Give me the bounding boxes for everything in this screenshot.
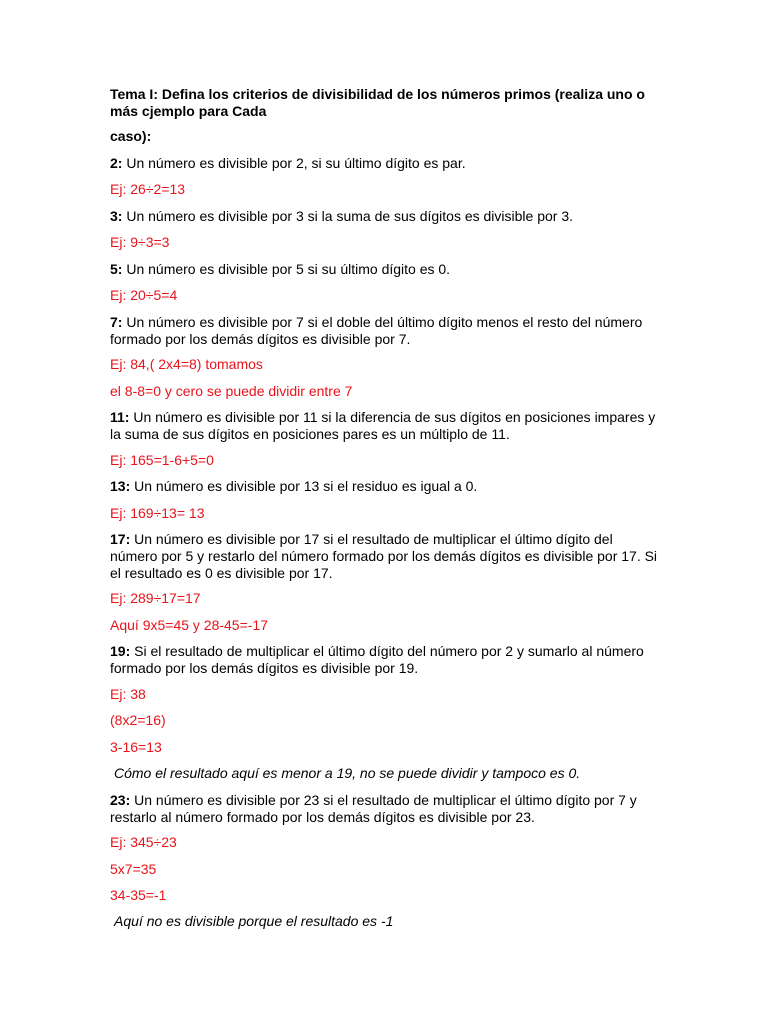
- criterion-number: 13:: [110, 478, 131, 494]
- criterion-text: Un número es divisible por 3 si la suma de sus dígitos es divisible por 3.: [122, 208, 574, 224]
- criterion-number: 7:: [110, 314, 123, 330]
- criterion-number: 11:: [110, 409, 130, 425]
- example-line: Ej: 9÷3=3: [110, 234, 170, 250]
- criterion-number: 5:: [110, 261, 123, 277]
- document-title: Tema I: Defina los criterios de divisibilidad de los números primos (realiza uno o más cjemplo para Cada: [110, 86, 645, 119]
- example-line: (8x2=16): [110, 712, 166, 728]
- criterion-number: 19:: [110, 643, 131, 659]
- example-line: Ej: 289÷17=17: [110, 590, 201, 606]
- example-line: Ej: 169÷13= 13: [110, 505, 205, 521]
- criterion-text: Un número es divisible por 2, si su último dígito es par.: [122, 155, 466, 171]
- criterion-number: 2:: [110, 155, 123, 171]
- criterion-17: [110, 531, 658, 582]
- example-line: 34-35=-1: [110, 887, 167, 903]
- criterion-7: [110, 314, 658, 348]
- criterion-text: Si el resultado de multiplicar el último dígito del número por 2 y sumarlo al número formado por los demás dígitos es divisible por 19.: [110, 643, 644, 676]
- criterion-number: 3:: [110, 208, 123, 224]
- criterion-13: [110, 478, 658, 495]
- example-line: Ej: 20÷5=4: [110, 287, 178, 303]
- example-line: Ej: 345÷23: [110, 834, 177, 850]
- example-line: Ej: 84,( 2x4=8) tomamos: [110, 356, 263, 372]
- criterion-text: Un número es divisible por 7 si el doble del último dígito menos el resto del número formado por los demás dígitos es divisible por 7.: [110, 314, 643, 347]
- criterion-11: [110, 409, 658, 443]
- example-line: Aquí 9x5=45 y 28-45=-17: [110, 617, 269, 633]
- document-title-continuation: caso):: [110, 128, 152, 144]
- example-line: Ej: 26÷2=13: [110, 181, 186, 197]
- criterion-number: 17:: [110, 531, 131, 547]
- criterion-2: [110, 155, 658, 172]
- example-line: Ej: 38: [110, 686, 146, 702]
- criterion-text: Un número es divisible por 5 si su último dígito es 0.: [122, 261, 451, 277]
- criterion-text: Un número es divisible por 17 si el resultado de multiplicar el último dígito del número por 5 y restarlo del número formado por los demás dígitos es divisible por 17. Si el resultado es 0 es divisible por 17.: [110, 531, 658, 581]
- example-line: el 8-8=0 y cero se puede dividir entre 7: [110, 383, 353, 399]
- criterion-3: [110, 208, 658, 225]
- example-line: Ej: 165=1-6+5=0: [110, 452, 214, 468]
- criterion-19: [110, 643, 658, 677]
- example-line: 3-16=13: [110, 739, 162, 755]
- criterion-23: [110, 792, 658, 826]
- example-line: 5x7=35: [110, 861, 157, 877]
- example-note: Aquí no es divisible porque el resultado es -1: [114, 913, 394, 929]
- example-note: Cómo el resultado aquí es menor a 19, no se puede dividir y tampoco es 0.: [114, 765, 581, 781]
- criterion-text: Un número es divisible por 11 si la diferencia de sus dígitos en posiciones impares y la suma de sus dígitos en posiciones pares es un múltiplo de 11.: [110, 409, 656, 442]
- criterion-text: Un número es divisible por 13 si el residuo es igual a 0.: [130, 478, 478, 494]
- criterion-number: 23:: [110, 792, 131, 808]
- criterion-5: [110, 261, 658, 278]
- criterion-text: Un número es divisible por 23 si el resultado de multiplicar el último dígito por 7 y restarlo al número formado por los demás dígitos es divisible por 23.: [110, 792, 637, 825]
